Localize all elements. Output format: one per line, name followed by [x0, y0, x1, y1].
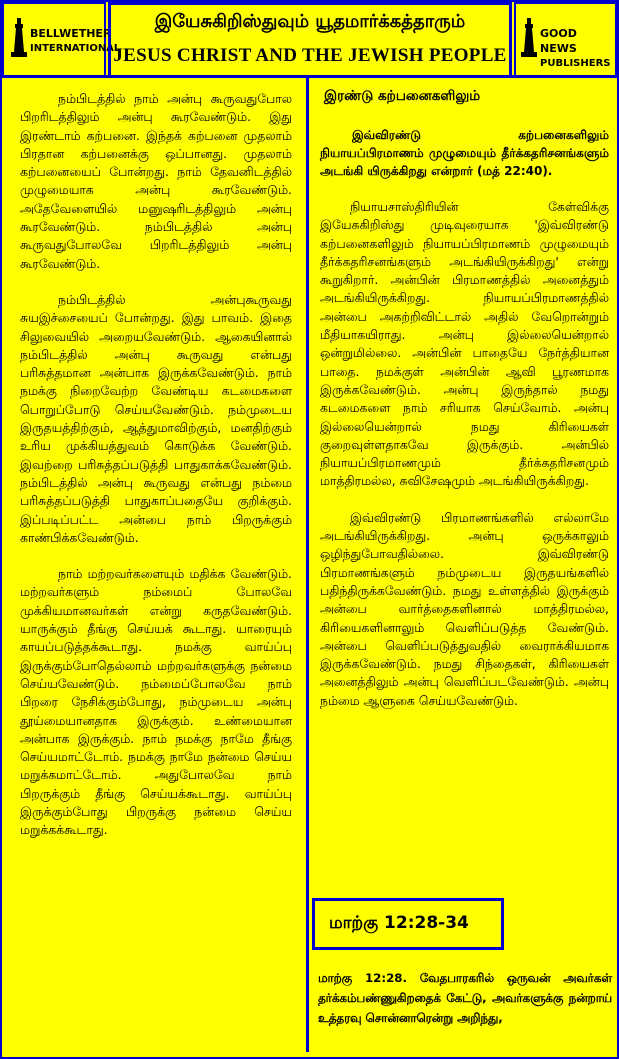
title-box: [108, 2, 512, 78]
right-paragraph: நியாயசாஸ்திரியின் கேள்விக்கு இயேசுகிறிஸ்து முடிவுரையாக 'இவ்விரண்டு கற்பனைகளிலும் நியாயப்பிரமாணம் முழுமையும் தீர்க்கதரிசனங்களும் அடங்கியிருக்கிறது' என்று கூறுகிறார். அன்பின் பிரமாணத்தில் அனைத்தும் அடங்கியிருக்கிறது. நியாயப்பிரமாணத்தில் அன்பை அகற்றிவிட்டால் அதில் வேறொன்றும் மீதியாகயிராது. அன்பு இல்லையென்றால் ஒன்றுமில்லை. அன்பின் பாதையே நேர்த்தியான பாதை. நமக்குள் அன்பின் ஆவி பூரணமாக இருக்கவேண்டும். அன்பு இருந்தால் நமது கடமைகளை நாம் சரியாக செய்வோம். அன்பு இல்லையென்றால் நமது கிரியைகள் குறைவுள்ளதாகவே இருக்கும். அன்பில் நியாயப்பிரமாணமும் தீர்க்கதரிசனமும் மாத்திரமல்ல, சுவிசேஷமும் அடங்கியிருக்கிறது.: [320, 199, 609, 489]
right-heading: இரண்டு கற்பனைகளிலும்: [324, 88, 481, 104]
good-news-line2: PUBLISHERS: [540, 58, 611, 69]
bellwether-line1: BELLWETHER: [30, 27, 112, 40]
good-news-logo: [514, 2, 617, 78]
reference-box: [312, 898, 504, 950]
title-tamil: இயேசுகிறிஸ்துவும் யூதமார்க்கத்தாரும்: [154, 11, 466, 32]
scripture-quote: இவ்விரண்டு கற்பனைகளிலும் நியாயப்பிரமாணம் முழுமையும் தீர்க்கதரிசனங்களும் அடங்கி யிருக்கிறது என்றார் (மத் 22:40).: [320, 128, 609, 178]
tower-icon: [520, 18, 538, 58]
reference-text: மாற்கு 12:28-34: [329, 913, 469, 933]
left-paragraph: நாம் மற்றவர்களையும் மதிக்க வேண்டும். மற்றவர்களும் நம்மைப் போலவே முக்கியமானவர்கள் என்று கருதவேண்டும். யாருக்கும் தீங்கு செய்யக் கூடாது. யாரையும் காயப்படுத்தக்கூடாது. நமக்கு வாய்ப்பு இருக்கும்போதெல்லாம் மற்றவர்களுக்கு நன்மை செய்யவேண்டும். நம்மைப்போலவே நாம் பிறரை நேசிக்கும்போது, நம்முடைய அன்பு தூய்மையானதாக இருக்கும். உண்மையான அன்பாக இருக்கும். நாம் நமக்கு நாமே தீங்கு செய்யமாட்டோம். நமக்கு நாமே நன்மை செய்ய மறுக்கமாட்டோம். அதுபோலவே நாம் பிறருக்கும் தீங்கு செய்யக்கூடாது. வாய்ப்பு இருக்கும்போது பிறருக்கு நன்மை செய்ய மறுக்கக்கூடாது.: [20, 566, 292, 838]
title-english: JESUS CHRIST AND THE JEWISH PEOPLE: [113, 45, 507, 66]
bellwether-logo: [2, 2, 121, 78]
header: [0, 0, 619, 77]
left-paragraph: நம்பிடத்தில் அன்புகூருவது சுயஇச்சையைப் போன்றது. இது பாவம். இதை சிலுவையில் அறையவேண்டும். ஆகையினால் நம்பிடத்தில் அன்பு கூருவது என்பது பரிசுத்தமான அன்பாக இருக்கவேண்டும். நாம் நமக்கு நிறைவேற்ற வேண்டிய கடமைகளை பொறுப்போடு செய்யவேண்டும். நம்முடைய இருதயத்திற்கும், ஆத்துமாவிற்கும், மனதிற்கும் உரிய முக்கியத்துவம் கொடுக்க வேண்டும். இவற்றை பரிசுத்தப்படுத்தி பாதுகாக்கவேண்டும். நம்பிடத்தில் அன்பு கூருவது என்பது நம்மை பரிசுத்தப்படுத்தி பாதுகாப்பதையே குறிக்கும். இப்படிப்பட்ட அன்பை நாம் பிறருக்கும் காண்பிக்கவேண்டும்.: [20, 291, 292, 545]
left-paragraph: நம்பிடத்தில் நாம் அன்பு கூருவதுபோல பிறரிடத்திலும் அன்பு கூரவேண்டும். இது இரண்டாம் கற்பனை. இந்தக் கற்பனை முதலாம் பிரதான கற்பனைக்கு ஒப்பானது. முதலாம் கற்பனையைப் போன்றது. நாம் தேவனிடத்தில் முழுமையாக அன்பு கூரவேண்டும். அதேவேளையில் மனுஷரிடத்திலும் அன்பு கூரவேண்டும். நம்பிடத்தில் அன்பு கூருவதுபோலவே பிறரிடத்திலும் அன்பு கூரவேண்டும்.: [20, 91, 292, 271]
good-news-line1: GOOD NEWS: [540, 27, 577, 55]
bottom-verse: மாற்கு 12:28. வேதபாரகரில் ஒருவன் அவர்கள் தர்க்கம்பண்ணுகிறதைக் கேட்டு, அவர்களுக்கு நன்றாய் உத்தரவு சொன்னாரென்று அறிந்து,: [318, 971, 612, 1025]
right-column: [312, 78, 615, 728]
tower-icon: [10, 18, 28, 58]
right-paragraph: இவ்விரண்டு பிரமாணங்களில் எல்லாமே அடங்கியிருக்கிறது. அன்பு ஒருக்காலும் ஒழிந்துபோவதில்லை. இவ்விரண்டு பிரமாணங்களும் நம்முடைய இருதயங்களில் பதிந்திருக்கவேண்டும். நமது உள்ளத்தில் இருக்கும் அன்பை வார்த்தைகளினால் மாத்திரமல்ல, கிரியைகளினாலும் வெளிப்படுத்த வேண்டும். அன்பை வெளிப்படுத்துவதில் வைராக்கியமாக இருக்கவேண்டும். நமது சிந்தைகள், கிரியைகள் அனைத்திலும் அன்பு வெளிப்படவேண்டும். அன்பு நம்மை ஆளுகை செய்யவேண்டும்.: [320, 509, 609, 708]
left-column: [6, 78, 309, 1052]
bellwether-line2: INTERNATIONAL: [30, 43, 121, 54]
